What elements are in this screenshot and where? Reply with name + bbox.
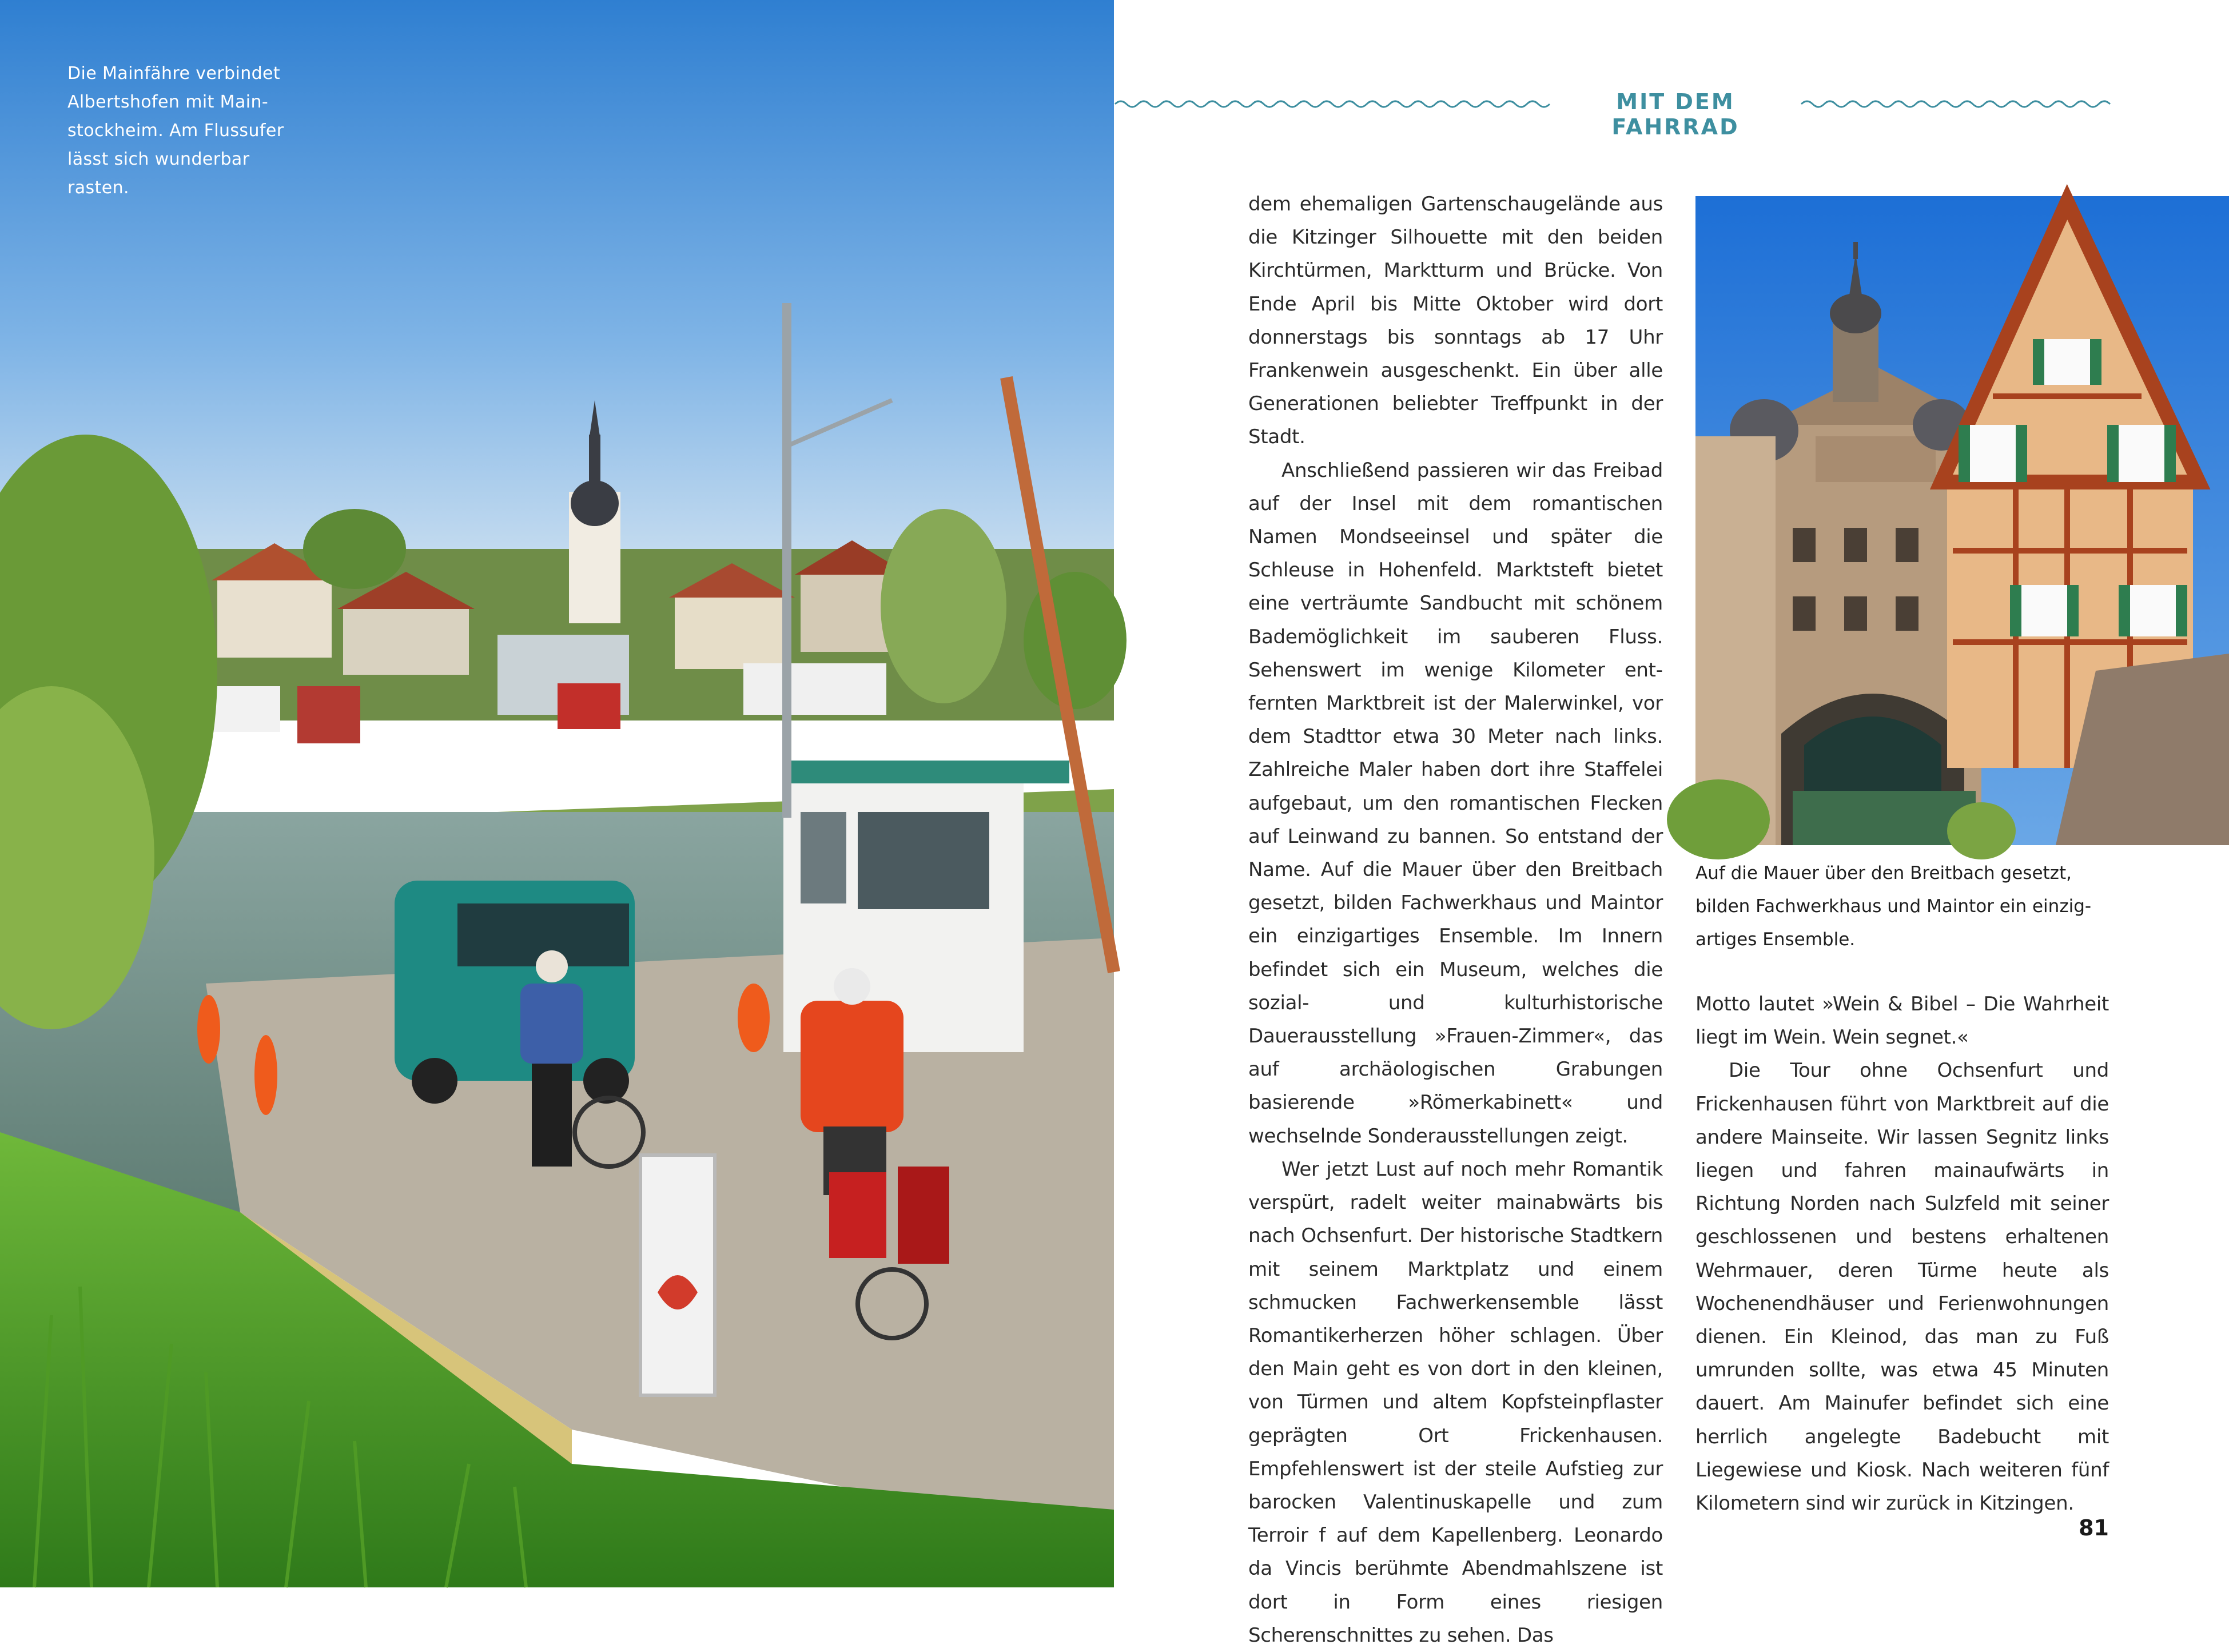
paragraph: Motto lautet »Wein & Bibel – Die Wahrheit liegt im Wein. Wein segnet.« bbox=[1695, 993, 2109, 1049]
wave-ornament-icon bbox=[1115, 97, 1550, 111]
paragraph: Die Tour ohne Ochsenfurt und Frickenhausen führt von Marktbreit auf die andere Mainseite. Wir lassen Segnitz links liegen und fahren mainaufwärts in Richtung Norden nach Sulzfeld mit seiner geschlossenen und bestens erhaltenen Wehrmauer, deren Türme heute als Wochenendhäuser und Ferienwohnungen dienen. Ein Kleinod, das man zu Fuß umrunden sollte, was etwa 45 Minuten dauert. Am Mainufer befindet sich eine herrlich angelegte Badebucht mit Liegewiese und Kiosk. Nach weiteren fünf Kilometern sind wir zurück in Kitzingen. bbox=[1695, 1059, 2109, 1515]
paragraph: dem ehemaligen Gartenschaugelände aus die Kitzinger Silhouette mit den beiden Kirchtürmen, Marktturm und Brücke. Von Ende April bis Mitte Oktober wird dort donnerstags bis sonntags ab 17 Uhr Frankenwein ausgeschenkt. Ein über alle Generationen beliebter Treffpunkt in der Stadt. bbox=[1248, 193, 1663, 449]
wave-ornament-icon bbox=[1801, 97, 2110, 111]
paragraph: Anschließend passieren wir das Freibad auf der Insel mit dem romantischen Namen Mondseeinsel und später die Schleuse in Hohenfeld. Marktsteft bietet eine verträumte Sandbucht mit schönem Bademöglichkeit im sauberen Fluss. Sehenswert im wenige Kilometer entfernten Marktbreit ist der Malerwinkel, vor dem Stadttor etwa 30 Meter nach links. Zahlreiche Maler haben dort ihre Staffelei aufgebaut, um den romantischen Flecken auf Leinwand zu bannen. So entstand der Name. Auf die Mauer über den Breitbach gesetzt, bilden Fachwerkhaus und Maintor ein einzigartiges Ensemble. Im Innern befindet sich ein Museum, welches die sozial- und kulturhistorische Dauerausstellung »Frauen-Zimmer«, das auf archäologischen Grabungen basierende »Römerkabinett« und wechselnde Sonderausstellungen zeigt. bbox=[1248, 459, 1663, 1148]
photo-caption-right: Auf die Mauer über den Breitbach gesetzt, bilden Fachwerkhaus und Maintor ein einzigartiges Ensemble. bbox=[1695, 863, 2092, 950]
section-title: MIT DEM FAHRRAD bbox=[1611, 89, 1740, 140]
paragraph: Wer jetzt Lust auf noch mehr Romantik verspürt, radelt weiter mainabwärts bis nach Ochsenfurt. Der historische Stadtkern mit seinem Marktplatz und einem schmucken Fachwerkensemble lässt Romantikerherzen höher schlagen. Über den Main geht es von dort in den kleinen, von Türmen und altem Kopfsteinpflaster geprägten Ort Frickenhausen. Empfehlenswert ist der steile Aufstieg zur barocken Valentinuskapelle und zum Terroir f auf dem Kapellenberg. Leonardo da Vincis berühmte Abendmahlszene ist dort in Form eines riesigen Scherenschnittes zu sehen. Das bbox=[1248, 1157, 1663, 1647]
marktbreit-photo bbox=[1695, 196, 2229, 845]
text-column-right bbox=[1695, 988, 2109, 1520]
ferry-photo bbox=[0, 0, 1114, 1587]
text-column-left bbox=[1248, 188, 1663, 1652]
photo-caption-left: Die Mainfähre verbindet Albertshofen mit Mainstockheim. Am Flussufer lässt sich wunderbar rasten. bbox=[67, 63, 284, 198]
section-header bbox=[1115, 87, 2110, 140]
page-number: 81 bbox=[2079, 1515, 2109, 1540]
